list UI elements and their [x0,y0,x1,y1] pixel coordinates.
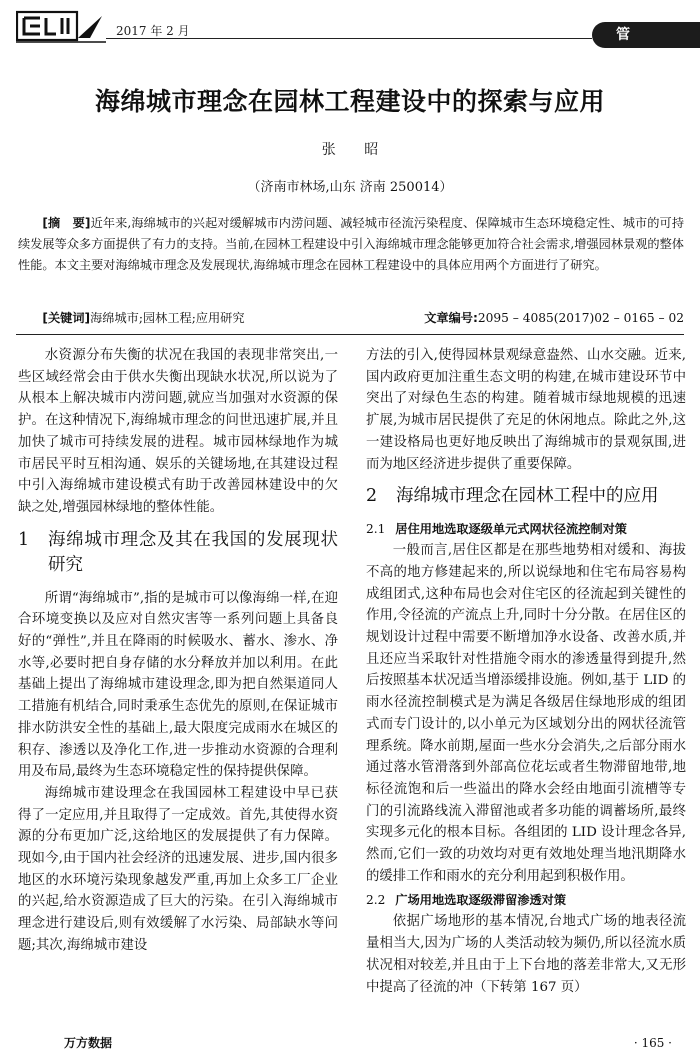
article-number [424,308,684,329]
article-number-value: 2095 – 4085(2017)02 – 0165 – 02 [477,311,684,325]
subsection-2-1-paragraph: 一般而言,居住区都是在那些地势相对缓和、海拔不高的地方修建起来的,所以说绿地和住宅布局容易构成组团式,这种布局也会对住宅区的径流起到关键性的作用,令径流的产流点上升,同时十分分散。在居住区的规划设计过程中需要不断增加净水设备、改善水质,并且还应当采取针对性措施令雨水的渗透量得到提升,然后按照基本状况适当增添缓排设施。例如,基于 LID 的雨水径流控制模式是为满足各级居住绿地形成的组团式而专门设计的,以小单元为区域划分出的网状径流管理系统。降水前期,屋面一些水分会消失,之后部分雨水通过落水管滑落到外部高位花坛或者生物滞留地带,地标径流饱和后一些溢出的降水会经由地面引流槽等专门的引流路线流入滞留池或者多功能的调蓄场所,最终实现多元化的根本目标。各组团的 LID 设计理念各异,然而,它们一致的功效均对更有效地处理当地汛期降水的缓排工作和雨水的充分利用起到积极作用。 [366,543,686,884]
header-rule [106,38,592,39]
subsection-2-1-number: 2.1 [366,522,386,537]
subsection-2-2-title: 广场用地选取逐级滞留渗透对策 [395,893,567,908]
left-column [18,345,338,957]
article-number-label: 文章编号: [424,311,478,325]
section-1-title: 海绵城市理念及其在我国的发展现状研究 [48,529,338,575]
section-1-paragraph-1: 所谓“海绵城市”,指的是城市可以像海绵一样,在迎合环境变换以及应对自然灾害等一系列问题上具备良好的“弹性”,并且在降雨的时候吸水、蓄水、渗水、净水等,必要时把自身存储的水分释放并加以利用。在此基础上提出了海绵城市建设理念,即为把自然渠道同人工措施有机结合,同时秉承生态优先的原则,在保证城市排水防洪安全性的基础上,最大限度完成雨水在城区的积存、渗透以及净化工作,进一步推动水资源的合理利用及布局,最终为生态环境稳定性的保持提供保障。 [18,590,338,780]
right-column [366,345,686,998]
watermark: 万方数据 [64,1036,113,1050]
section-1-paragraph-2: 海绵城市建设理念在我国园林工程建设中早已获得了一定应用,并且取得了一定成效。首先,其使得水资源的分布更加广泛,这给地区的发展提供了有力保障。现如今,由于国内社会经济的迅速发展、进步,国内很多地区的水环境污染现象越发严重,再加上众多工厂企业的兴起,给水资源造成了巨大的污染。在引入海绵城市理念进行建设后,则有效缓解了水污染、局部缺水等问题;其次,海绵城市建设 [18,785,338,953]
subsection-2-1-title: 居住用地选取逐级单元式网状径流控制对策 [395,522,627,537]
subsection-2-2-heading [366,890,686,911]
abstract [18,213,684,276]
affiliation: （济南市林场,山东 济南 250014） [247,180,453,195]
keywords-text: 海绵城市;园林工程;应用研究 [90,311,245,325]
abstract-divider [16,334,684,335]
issue-date: 2017 年 2 月 [116,24,190,38]
journal-logo-icon [16,8,106,44]
subsection-2-1-heading [366,519,686,540]
keywords-label: [关键词] [42,311,91,325]
section-tab: 管 理 [592,22,700,48]
subsection-2-2-number: 2.2 [366,893,386,908]
abstract-text: 近年来,海绵城市的兴起对缓解城市内涝问题、减轻城市径流污染程度、保障城市生态环境稳定性、城市的可持续发展等众多方面提供了有力的支持。当前,在园林工程建设中引入海绵城市理念能够更加符合社会需求,增强园林景观的整体性能。本文主要对海绵城市理念及发展现状,海绵城市理念在园林工程建设中的具体应用两个方面进行了研究。 [18,216,685,272]
intro-paragraph: 水资源分布失衡的状况在我国的表现非常突出,一些区域经常会由于供水失衡出现缺水状况,所以说为了从根本上解决城市内涝问题,就应当加强对水资源的保护。在这种情况下,海绵城市理念的问世迅速扩展,并且加快了城市可持续发展的进程。城市园林绿地作为城市居民平时互相沟通、娱乐的关键场地,在其建设过程中引入海绵城市建设模式有助于改善园林建设中的欠缺之处,增强园林绿地的整体性能。 [18,348,338,515]
section-1-heading [18,528,338,578]
section-1-number: 1 [18,529,30,550]
subsection-2-2-paragraph: 依据广场地形的基本情况,台地式广场的地表径流量相当大,因为广场的人类活动较为频仍,所以径流水质状况相对较差,并且由于上下台地的落差非常大,又无形中提高了径流的冲（下转第 167 页） [366,914,686,995]
article-title: 海绵城市理念在园林工程建设中的探索与应用 [94,87,605,116]
author: 张 昭 [321,142,391,158]
section-2-heading [366,484,686,509]
abstract-label: [摘 要] [42,216,91,230]
page-number: · 165 · [633,1036,672,1050]
section-2-number: 2 [366,486,378,507]
section-2-title: 海绵城市理念在园林工程中的应用 [396,486,659,507]
section-1-paragraph-3: 方法的引入,使得园林景观绿意盎然、山水交融。近来,国内政府更加注重生态文明的构建,在城市建设环节中突出了对绿色生态的构建。随着城市绿地规模的迅速扩展,为城市居民提供了充足的休闲地点。除此之外,这一建设格局也更好地反映出了海绵城市的景观氛围,进而为地区经济进步提供了重要保障。 [366,348,686,472]
